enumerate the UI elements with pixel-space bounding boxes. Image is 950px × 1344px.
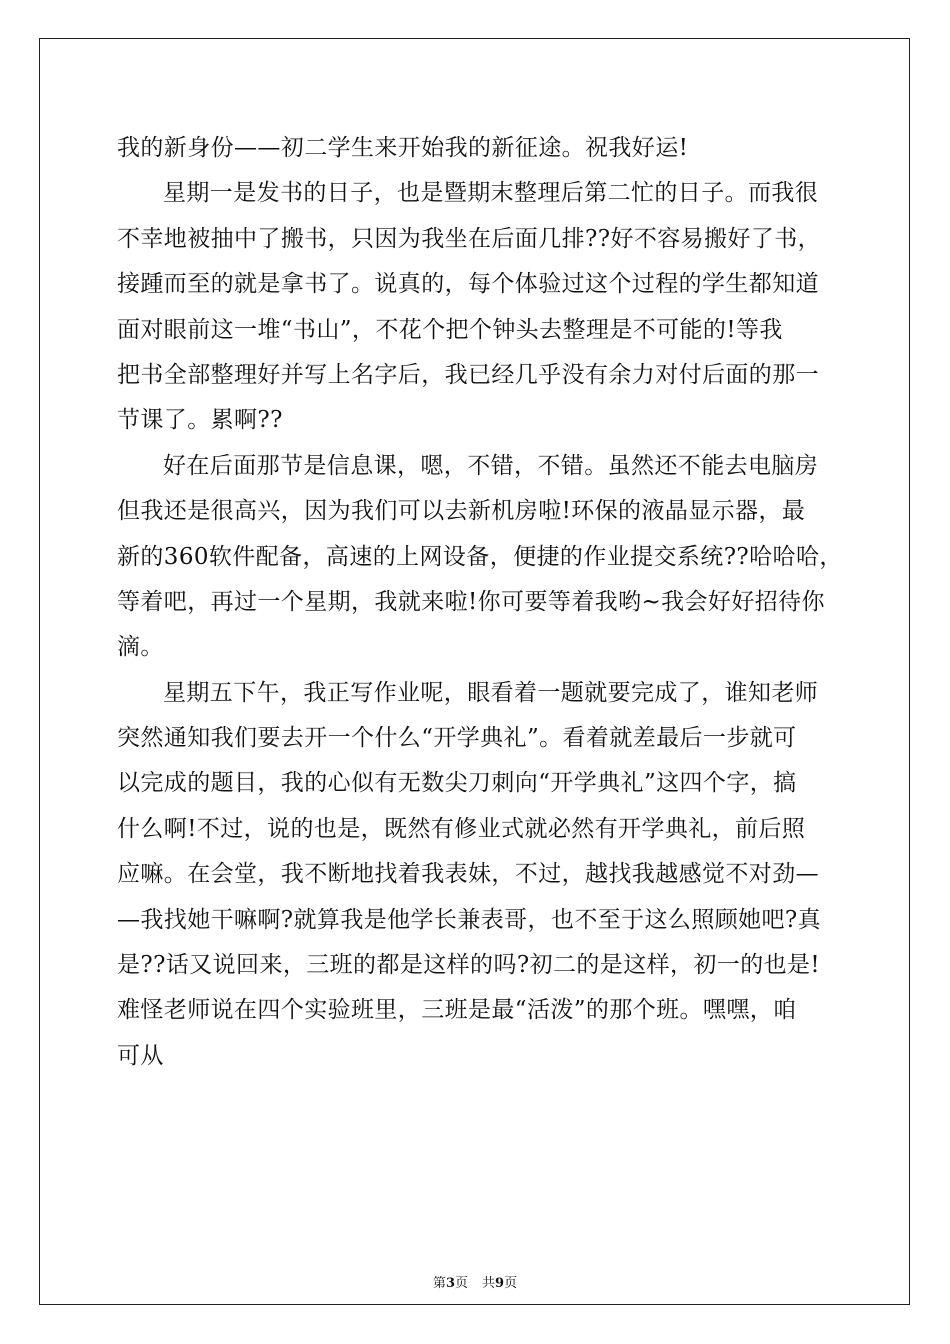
- page-footer: [0, 1276, 950, 1292]
- footer-current-page: 3: [445, 1276, 455, 1291]
- text-line: 但我还是很高兴，因为我们可以去新机房啦!环保的液晶显示器，最: [117, 498, 806, 525]
- text-line: 节课了。累啊??: [117, 407, 283, 434]
- text-line: 滴。: [117, 634, 164, 661]
- text-line: 把书全部整理好并写上名字后，我已经几乎没有余力对付后面的那一: [117, 361, 819, 388]
- text-line: 新的360软件配备，高速的上网设备，便捷的作业提交系统??哈哈哈，: [117, 543, 843, 570]
- text-line: 难怪老师说在四个实验班里，三班是最“活泼”的那个班。嘿嘿，咱: [117, 997, 797, 1024]
- text-line: 可从: [117, 1042, 164, 1069]
- text-line: 等着吧，再过一个星期，我就来啦!你可要等着我哟~我会好好招待你: [117, 588, 825, 615]
- footer-total-suffix: 页: [504, 1276, 518, 1291]
- footer-total-prefix: 共: [482, 1276, 496, 1291]
- text-line: 接踵而至的就是拿书了。说真的，每个体验过这个过程的学生都知道: [117, 271, 819, 298]
- text-line: 星期五下午，我正写作业呢，眼看着一题就要完成了，谁知老师: [163, 679, 819, 706]
- text-line: 不幸地被抽中了搬书，只因为我坐在后面几排??好不容易搬好了书，: [117, 225, 822, 252]
- text-line: 是??话又说回来，三班的都是这样的吗?初二的是这样，初一的也是!: [117, 952, 821, 979]
- text-line: 好在后面那节是信息课，嗯，不错，不错。虽然还不能去电脑房: [163, 452, 819, 479]
- text-line: 星期一是发书的日子，也是暨期末整理后第二忙的日子。而我很: [163, 180, 819, 207]
- footer-total-pages: 9: [495, 1276, 505, 1291]
- text-line: 突然通知我们要去开一个什么“开学典礼”。看着就差最后一步就可: [117, 725, 797, 752]
- text-line: 应嘛。在会堂，我不断地找着我表妹，不过，越找我越感觉不对劲—: [117, 861, 819, 888]
- document-body: [117, 126, 843, 1079]
- text-line: 我的新身份——初二学生来开始我的新征途。祝我好运!: [117, 135, 689, 161]
- footer-page-prefix: 第: [432, 1276, 446, 1291]
- text-line: 什么啊!不过，说的也是，既然有修业式就必然有开学典礼，前后照: [117, 815, 806, 842]
- footer-page-suffix: 页: [454, 1276, 468, 1291]
- text-line: —我找她干嘛啊?就算我是他学长兼表哥，也不至于这么照顾她吧?真: [117, 906, 822, 933]
- text-line: 以完成的题目，我的心似有无数尖刀刺向“开学典礼”这四个字，搞: [117, 770, 797, 797]
- text-line: 面对眼前这一堆“书山”，不花个把个钟头去整理是不可能的!等我: [117, 316, 783, 343]
